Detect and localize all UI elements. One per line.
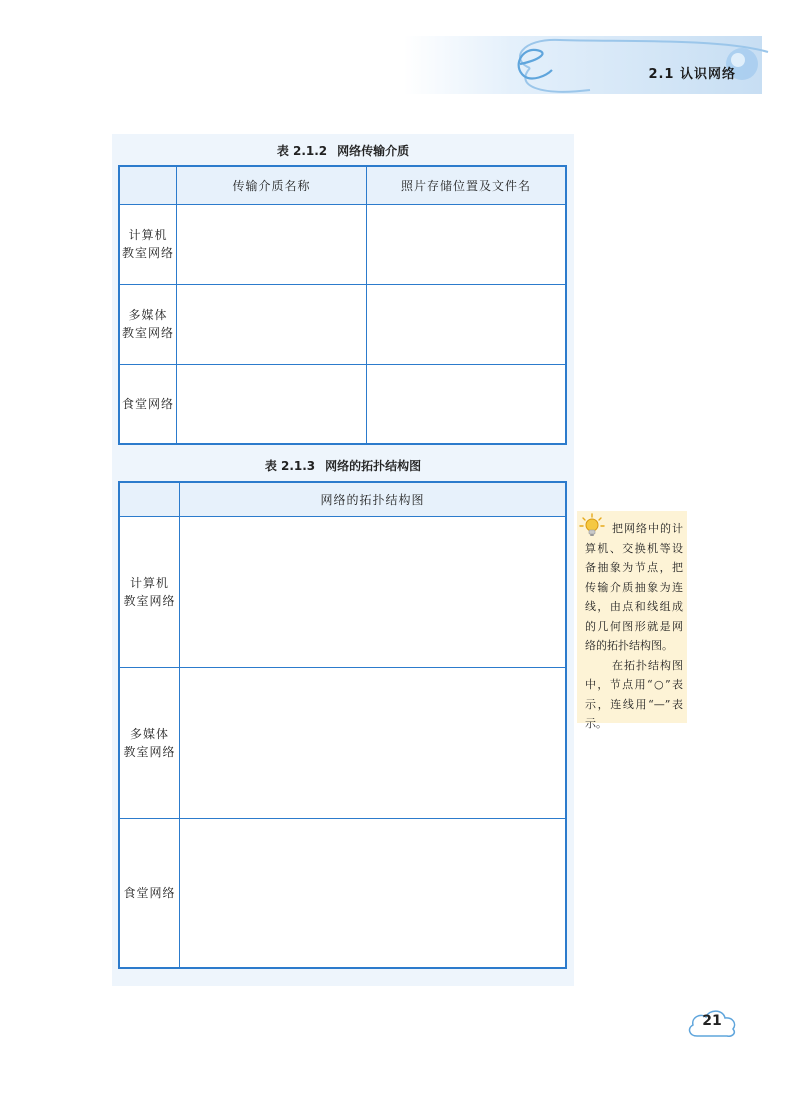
table1-col-header-medium: 传输介质名称 [177,166,367,204]
blank-cell[interactable] [180,667,567,818]
table1-col-header-photo: 照片存储位置及文件名 [367,166,567,204]
tip-text [585,519,683,734]
table-row [119,516,566,667]
blank-cell[interactable] [177,364,367,444]
table-row [119,364,566,444]
blank-cell[interactable] [367,364,567,444]
table1-corner-cell [119,166,177,204]
table1-caption [112,142,574,159]
table-topology [118,481,567,969]
blank-cell[interactable] [177,284,367,364]
blank-cell[interactable] [177,204,367,284]
blank-cell[interactable] [180,818,567,968]
row-label: 多媒体 教室网络 [119,284,177,364]
row-label: 计算机 教室网络 [119,516,180,667]
table2-caption-text: 网络的拓扑结构图 [325,459,422,473]
blank-cell[interactable] [180,516,567,667]
page-number: 21 [702,1013,722,1029]
row-label: 多媒体 教室网络 [119,667,180,818]
blank-cell[interactable] [367,204,567,284]
row-label: 计算机 教室网络 [119,204,177,284]
blank-cell[interactable] [367,284,567,364]
table1-caption-text: 网络传输介质 [337,144,410,158]
table-row [119,667,566,818]
table2-caption [112,457,574,474]
row-label: 食堂网络 [119,364,177,444]
tip-box [577,511,687,730]
table-row [119,818,566,968]
table-row [119,204,566,284]
row-label: 食堂网络 [119,818,180,968]
table1-caption-number: 表 2.1.2 [276,144,328,158]
tip-paragraph-2: 在拓扑结构图中，节点用“○”表示，连线用“—”表示。 [585,658,683,730]
table2-corner-cell [119,482,180,516]
section-title: 2.1 认识网络 [648,67,736,82]
table2-col-header: 网络的拓扑结构图 [180,482,567,516]
table-row [119,284,566,364]
table2-caption-number: 表 2.1.3 [264,459,316,473]
table-transmission-media [118,165,567,445]
tip-paragraph-1: 把网络中的计算机、交换机等设备抽象为节点，把传输介质抽象为连线，由点和线组成的几何图形就是网络的拓扑结构图。 [585,522,683,652]
